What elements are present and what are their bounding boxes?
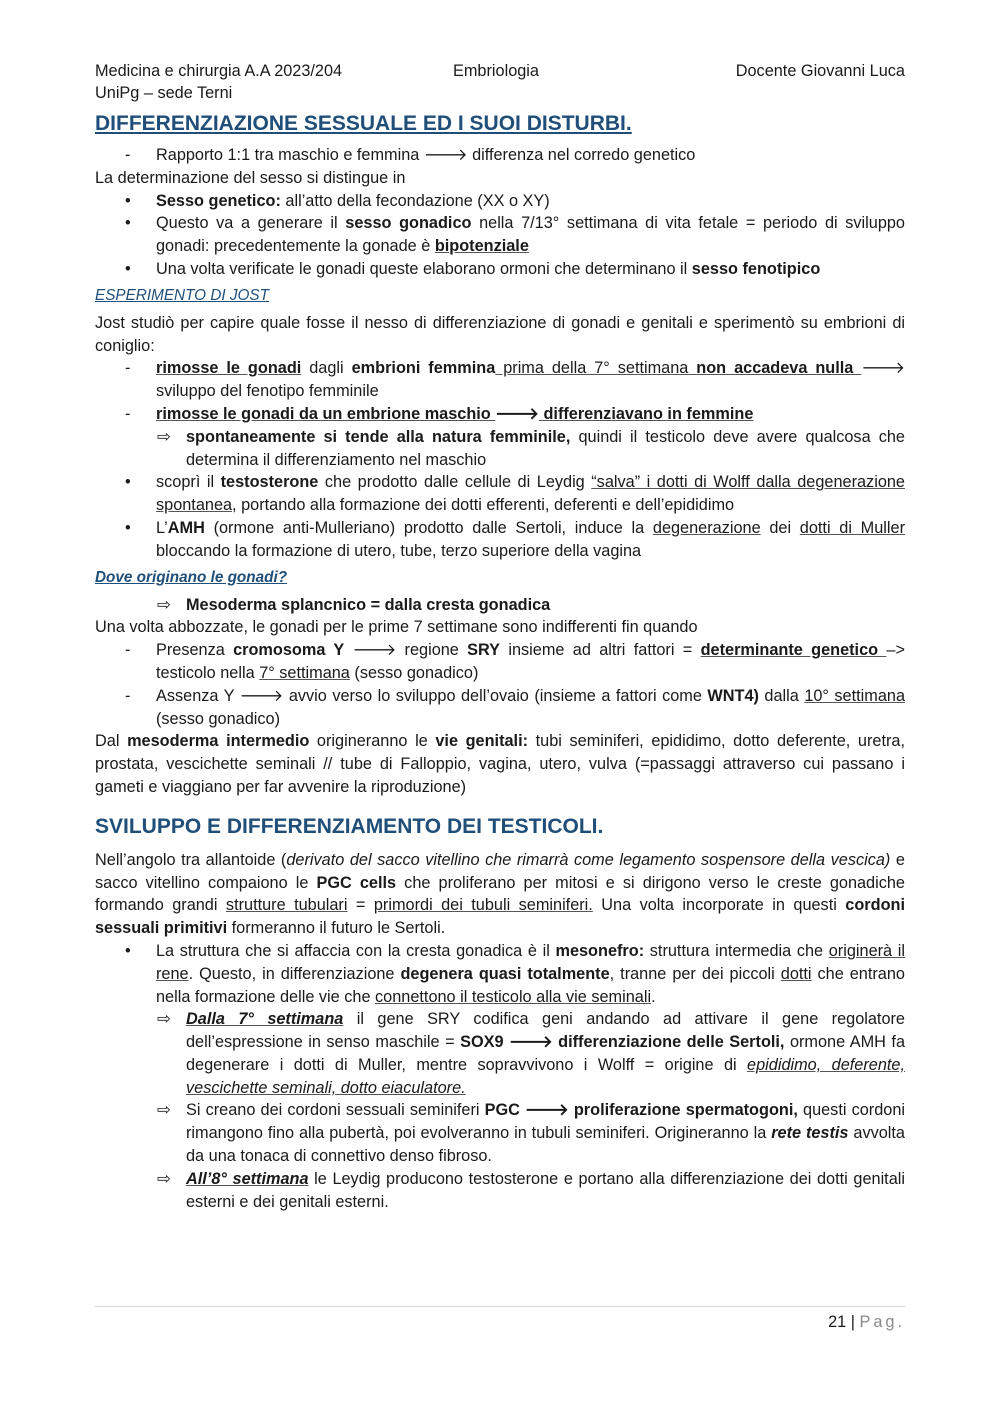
arrow-bullet-icon: ⇨ xyxy=(157,1101,171,1120)
arrow-right-icon: 🡒 xyxy=(423,146,468,164)
arrow-bullet-icon: ⇨ xyxy=(157,595,171,614)
page-footer xyxy=(828,1311,905,1333)
dash-marker: - xyxy=(125,359,131,378)
arrow-bullet-icon: ⇨ xyxy=(157,1169,171,1188)
paragraph: Una volta abbozzate, le gonadi per le prime 7 settimane sono indifferenti fin quando xyxy=(95,618,698,637)
arrow-right-icon: 🡒 xyxy=(861,359,905,378)
list-item: • Sesso genetico: all’atto della fecondazione (XX o XY) xyxy=(95,190,905,213)
bullet-marker xyxy=(125,940,131,963)
paragraph: Jost studiò per capire quale fosse il nesso di differenziazione di gonadi e genitali e sperimentò su embrioni di coniglio: xyxy=(95,313,905,355)
arrow-bullet-icon: ⇨ xyxy=(157,427,171,446)
testicoli-list xyxy=(95,940,905,1214)
bullet-marker xyxy=(125,517,131,540)
footer-separator: | xyxy=(846,1313,860,1331)
arrow-bullet-icon: ⇨ xyxy=(157,1010,171,1029)
list-item: - rimosse le gonadi da un embrione maschio 🡒 differenziavano in femmine xyxy=(95,403,905,426)
subsection-title-jost: ESPERIMENTO DI JOST xyxy=(95,286,269,304)
list-item: - rimosse le gonadi dagli embrioni femmina prima della 7° settimana non accadeva nulla 🡒 sviluppo del fenotipo femminile xyxy=(125,359,905,401)
header-teacher: Docente Giovanni Luca xyxy=(735,62,905,80)
list-item: ⇨ Dalla 7° settimana il gene SRY codifica geni andando ad attivare il gene regolatore dell’espressione in senso maschile = SOX9 🡒 differenziazione delle Sertoli, ormone AMH fa degenerare i dotti di Muller, mentre sopravvivono i Wolff = origine di epididimo, deferente, vescichette seminali, dotto eiaculatore. xyxy=(157,1010,906,1097)
header-site-row xyxy=(95,82,905,104)
section-title-differenziazione: DIFFERENZIAZIONE SESSUALE ED I SUOI DISTURBI. xyxy=(95,112,632,135)
list-item: - Rapporto 1:1 tra maschio e femmina 🡒 differenza nel corredo genetico xyxy=(95,144,905,167)
page-label: Pag. xyxy=(859,1313,905,1331)
page-content xyxy=(95,60,905,1213)
dash-marker: - xyxy=(125,404,131,423)
list-item: - Assenza Y 🡒 avvio verso lo sviluppo dell’ovaio (insieme a fattori come WNT4) dalla 10° settimana (sesso gonadico) xyxy=(125,686,906,728)
list-item: • La struttura che si affaccia con la cresta gonadica è il mesonefro: struttura intermedia che originerà il rene. Questo, in differenziazione degenera quasi totalmente, tranne per dei piccoli dotti che entrano nella formazione delle vie che connettono il testicolo alla vie seminali. xyxy=(95,940,905,1008)
list-item: - Presenza cromosoma Y 🡒 regione SRY insieme ad altri fattori = determinante genetico –> testicolo nella 7° settimana (sesso gonadico) xyxy=(125,641,905,682)
dash-marker: - xyxy=(125,146,131,164)
list-item: ⇨ Mesoderma splancnico = dalla cresta gonadica xyxy=(95,594,905,617)
origin-list xyxy=(95,639,905,730)
list-item: ⇨ spontaneamente si tende alla natura femminile, quindi il testicolo deve avere qualcosa che determina il differenziamento nel maschio xyxy=(157,427,905,469)
header-site: UniPg – sede Terni xyxy=(95,84,233,102)
list-item: ⇨ Si creano dei cordoni sessuali seminiferi PGC 🡒 proliferazione spermatogoni, questi cordoni rimangono fino alla pubertà, poi evolveranno in tubuli seminiferi. Origineranno la rete testis avvolta da una tonaca di connettivo denso fibroso. xyxy=(157,1101,905,1166)
bullet-marker xyxy=(125,212,131,235)
paragraph: Nell’angolo tra allantoide (derivato del sacco vitellino che rimarrà come legamento sospensore della vescica) e sacco vitellino compaiono le PGC cells che proliferano per mitosi e si dirigono verso le creste gonadiche formando grandi strutture tubulari = primordi dei tubuli seminiferi. Una volta incorporate in questi cordoni sessuali primitivi formeranno il futuro le Sertoli. xyxy=(95,850,905,938)
section-title-testicoli: SVILUPPO E DIFFERENZIAMENTO DEI TESTICOLI. xyxy=(95,814,604,838)
bullet-marker xyxy=(125,471,131,494)
list-item: • scoprì il testosterone che prodotto dalle cellule di Leydig “salva” i dotti di Wolff dalla degenerazione spontanea, portando alla formazione dei dotti efferenti, deferenti e dell’epididimo xyxy=(95,471,905,517)
footer-divider xyxy=(95,1306,905,1307)
origin-arrow-list xyxy=(95,594,905,617)
ratio-list xyxy=(95,144,905,167)
jost-list xyxy=(95,357,905,562)
list-item: • L’AMH (ormone anti-Mulleriano) prodotto dalle Sertoli, induce la degenerazione dei dotti di Muller bloccando la formazione di utero, tube, terzo superiore della vagina xyxy=(95,517,905,563)
subsection-title-origin: Dove originano le gonadi? xyxy=(95,568,288,586)
arrow-right-icon: 🡒 xyxy=(495,404,539,423)
list-item: • Questo va a generare il sesso gonadico nella 7/13° settimana di vita fetale = periodo di sviluppo gonadi: precedentemente la gonade è bipotenziale xyxy=(95,212,905,258)
paragraph: La determinazione del sesso si distingue in xyxy=(95,168,406,187)
header-course: Medicina e chirurgia A.A 2023/204 xyxy=(95,62,343,80)
paragraph: Dal mesoderma intermedio origineranno le vie genitali: tubi seminiferi, epididimo, dotto deferente, uretra, prostata, vescichette seminali // tube di Falloppio, vagina, utero, vulva (=passaggi attraverso cui passano i gameti e viaggiano per far avvenire la riproduzione) xyxy=(95,732,905,796)
list-item: ⇨ All’8° settimana le Leydig producono testosterone e portano alla differenziazione dei dotti genitali esterni e dei genitali esterni. xyxy=(157,1169,905,1211)
dash-marker: - xyxy=(125,686,131,705)
page-header xyxy=(95,60,905,82)
dash-marker: - xyxy=(125,641,131,660)
bullet-marker xyxy=(125,190,131,213)
page-number: 21 xyxy=(828,1313,847,1331)
sex-types-list xyxy=(95,190,905,281)
list-item: • Una volta verificate le gonadi queste elaborano ormoni che determinano il sesso fenotipico xyxy=(95,258,905,281)
header-subject: Embriologia xyxy=(453,62,539,80)
bullet-marker xyxy=(125,258,131,281)
